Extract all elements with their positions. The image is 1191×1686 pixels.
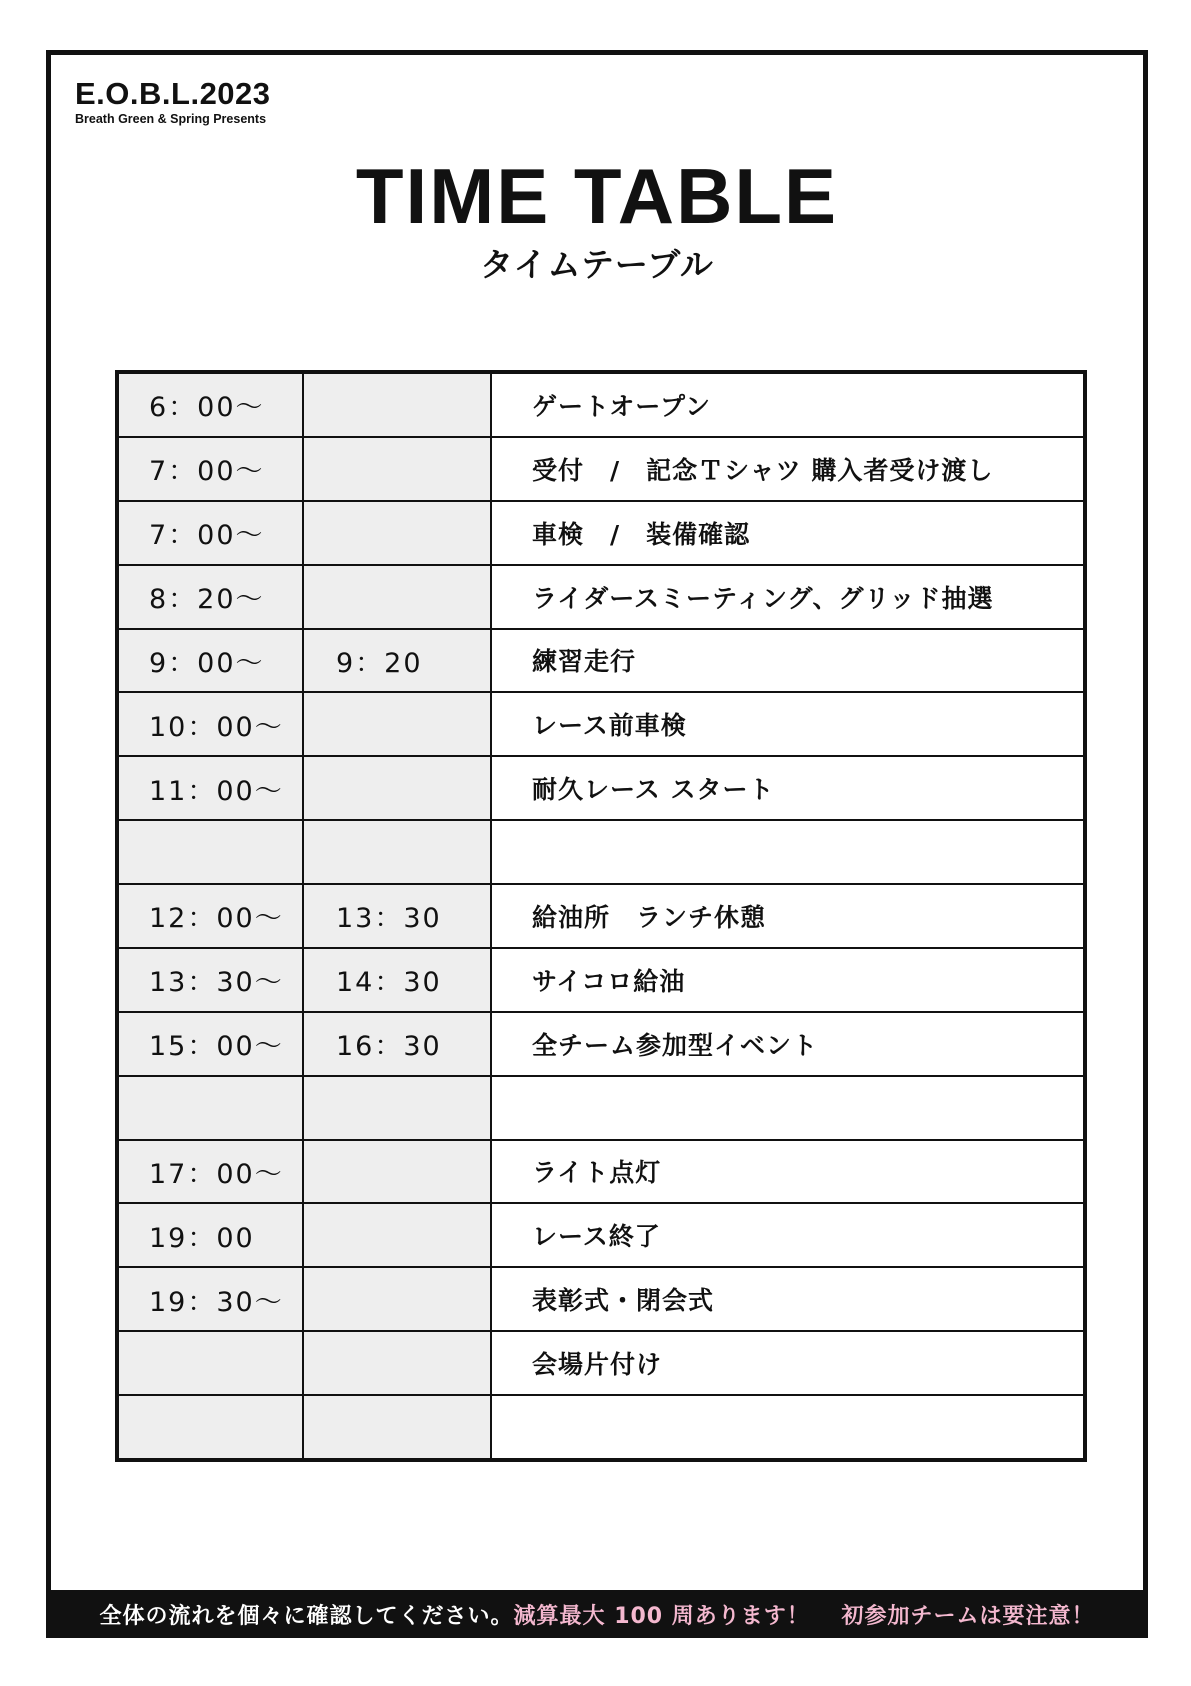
brand-title: E.O.B.L.2023 bbox=[75, 76, 271, 111]
event-cell: 会場片付け bbox=[492, 1332, 1083, 1394]
end-time-cell bbox=[304, 438, 492, 500]
start-time-cell: 7：00～ bbox=[119, 438, 304, 500]
table-row bbox=[119, 1202, 1083, 1266]
table-row bbox=[119, 564, 1083, 628]
start-time-cell: 13：30～ bbox=[119, 949, 304, 1011]
start-time-cell: 6：00～ bbox=[119, 374, 304, 436]
event-cell: ライダースミーティング、グリッド抽選 bbox=[492, 566, 1083, 628]
event-cell: 全チーム参加型イベント bbox=[492, 1013, 1083, 1075]
end-time-cell bbox=[304, 374, 492, 436]
event-cell bbox=[492, 821, 1083, 883]
start-time-cell: 15：00～ bbox=[119, 1013, 304, 1075]
end-time-cell bbox=[304, 757, 492, 819]
end-time-cell: 16：30 bbox=[304, 1013, 492, 1075]
start-time-cell: 8：20～ bbox=[119, 566, 304, 628]
event-cell: 表彰式・閉会式 bbox=[492, 1268, 1083, 1330]
end-time-cell: 14：30 bbox=[304, 949, 492, 1011]
presenter-line: Breath Green & Spring Presents bbox=[75, 112, 267, 126]
footer-warning-laps: 減算最大 100 周あります！ bbox=[513, 1603, 810, 1629]
end-time-cell: 13：30 bbox=[304, 885, 492, 947]
start-time-cell: 7：00～ bbox=[119, 502, 304, 564]
table-row bbox=[119, 755, 1083, 819]
event-cell bbox=[492, 1396, 1083, 1458]
table-row bbox=[119, 500, 1083, 564]
event-cell: 給油所 ランチ休憩 bbox=[492, 885, 1083, 947]
start-time-cell bbox=[119, 1077, 304, 1139]
table-row bbox=[119, 819, 1083, 883]
table-row bbox=[119, 374, 1083, 436]
event-cell: レース前車検 bbox=[492, 693, 1083, 755]
end-time-cell bbox=[304, 566, 492, 628]
event-cell: 耐久レース スタート bbox=[492, 757, 1083, 819]
start-time-cell: 11：00～ bbox=[119, 757, 304, 819]
timetable bbox=[115, 370, 1087, 1462]
start-time-cell: 9：00～ bbox=[119, 630, 304, 692]
footer-note: 全体の流れを個々に確認してください。 bbox=[99, 1603, 514, 1629]
footer-banner bbox=[46, 1590, 1148, 1638]
start-time-cell: 12：00～ bbox=[119, 885, 304, 947]
table-row bbox=[119, 1075, 1083, 1139]
table-row bbox=[119, 436, 1083, 500]
event-cell: ライト点灯 bbox=[492, 1141, 1083, 1203]
start-time-cell: 19：00 bbox=[119, 1204, 304, 1266]
event-cell: ゲートオープン bbox=[492, 374, 1083, 436]
end-time-cell bbox=[304, 1141, 492, 1203]
end-time-cell bbox=[304, 693, 492, 755]
start-time-cell bbox=[119, 821, 304, 883]
end-time-cell bbox=[304, 1332, 492, 1394]
page-frame bbox=[46, 50, 1148, 1634]
table-row bbox=[119, 691, 1083, 755]
end-time-cell bbox=[304, 1077, 492, 1139]
start-time-cell bbox=[119, 1332, 304, 1394]
table-row bbox=[119, 1266, 1083, 1330]
table-row bbox=[119, 628, 1083, 692]
event-cell: 練習走行 bbox=[492, 630, 1083, 692]
page-subtitle: タイムテーブル bbox=[480, 245, 714, 284]
brand-block bbox=[75, 77, 271, 127]
start-time-cell: 10：00～ bbox=[119, 693, 304, 755]
footer-warning-first-timers: 初参加チームは要注意！ bbox=[841, 1603, 1095, 1629]
start-time-cell: 19：30～ bbox=[119, 1268, 304, 1330]
table-row bbox=[119, 947, 1083, 1011]
event-cell bbox=[492, 1077, 1083, 1139]
table-row bbox=[119, 1330, 1083, 1394]
event-cell: レース終了 bbox=[492, 1204, 1083, 1266]
end-time-cell bbox=[304, 502, 492, 564]
table-row bbox=[119, 1011, 1083, 1075]
start-time-cell bbox=[119, 1396, 304, 1458]
start-time-cell: 17：00～ bbox=[119, 1141, 304, 1203]
event-cell: サイコロ給油 bbox=[492, 949, 1083, 1011]
event-cell: 受付 / 記念Ｔシャツ 購入者受け渡し bbox=[492, 438, 1083, 500]
table-row bbox=[119, 883, 1083, 947]
end-time-cell bbox=[304, 821, 492, 883]
page-title: TIME TABLE bbox=[355, 152, 839, 240]
end-time-cell bbox=[304, 1268, 492, 1330]
table-row bbox=[119, 1394, 1083, 1458]
end-time-cell: 9：20 bbox=[304, 630, 492, 692]
table-row bbox=[119, 1139, 1083, 1203]
event-cell: 車検 / 装備確認 bbox=[492, 502, 1083, 564]
end-time-cell bbox=[304, 1396, 492, 1458]
end-time-cell bbox=[304, 1204, 492, 1266]
